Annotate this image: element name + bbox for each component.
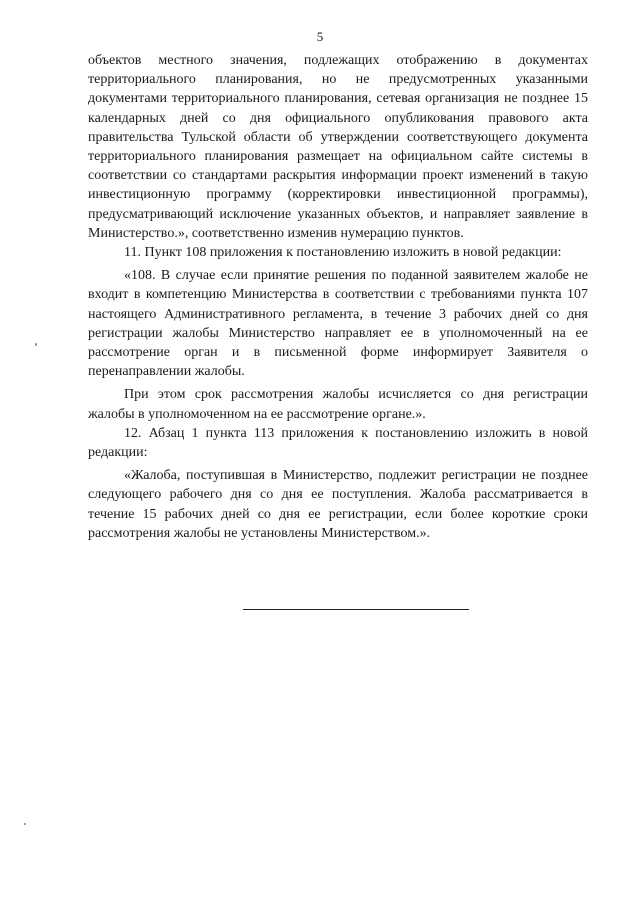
paragraph-quote-108: «108. В случае если принятие решения по поданной заявителем жалобе не входит в компетенцию Министерства в соответствии с требованиями пункта 107 настоящего Административного регламента, в течение 3 рабочих дней со дня регистрации жалобы Министерство направляет ее в уполномоченный на ее рассмотрение орган и в письменной форме информирует Заявителя о перенаправлении жалобы. (88, 268, 588, 380)
paragraph-item-11: 11. Пункт 108 приложения к постановлению изложить в новой редакции: (124, 245, 562, 261)
paragraph-item-12: 12. Абзац 1 пункта 113 приложения к постановлению изложить в новой редакции: (88, 425, 588, 461)
document-body (88, 51, 588, 543)
scan-artifact-mark (35, 343, 37, 346)
end-separator-line (243, 609, 469, 610)
paragraph-review-term: При этом срок рассмотрения жалобы исчисляется со дня регистрации жалобы в уполномоченном на ее рассмотрение органе.». (88, 387, 588, 422)
page-number: 5 (316, 29, 324, 44)
paragraph-continuation: объектов местного значения, подлежащих отображению в документах территориального планирования, но не предусмотренных указанными документами территориального планирования, сетевая организация не позднее 15 календарных дней со дня официального опубликования правового акта правительства Тульской области об утверждении соответствующего документа территориального планирования размещает на официальном сайте системы в соответствии со стандартами раскрытия информации проект изменений в такую инвестиционную программу (корректировки инвестиционной программы), предусматривающий исключение указанных объектов, и направляет заявление в Министерство.», соответственно изменив нумерацию пунктов. (88, 53, 588, 241)
scan-artifact-mark (24, 823, 26, 825)
paragraph-quote-113: «Жалоба, поступившая в Министерство, подлежит регистрации не позднее следующего рабочего дня со дня ее поступления. Жалоба рассматривается в течение 15 рабочих дней со дня ее регистрации, если более короткие сроки рассмотрения жалобы не установлены Министерством.». (88, 468, 588, 541)
